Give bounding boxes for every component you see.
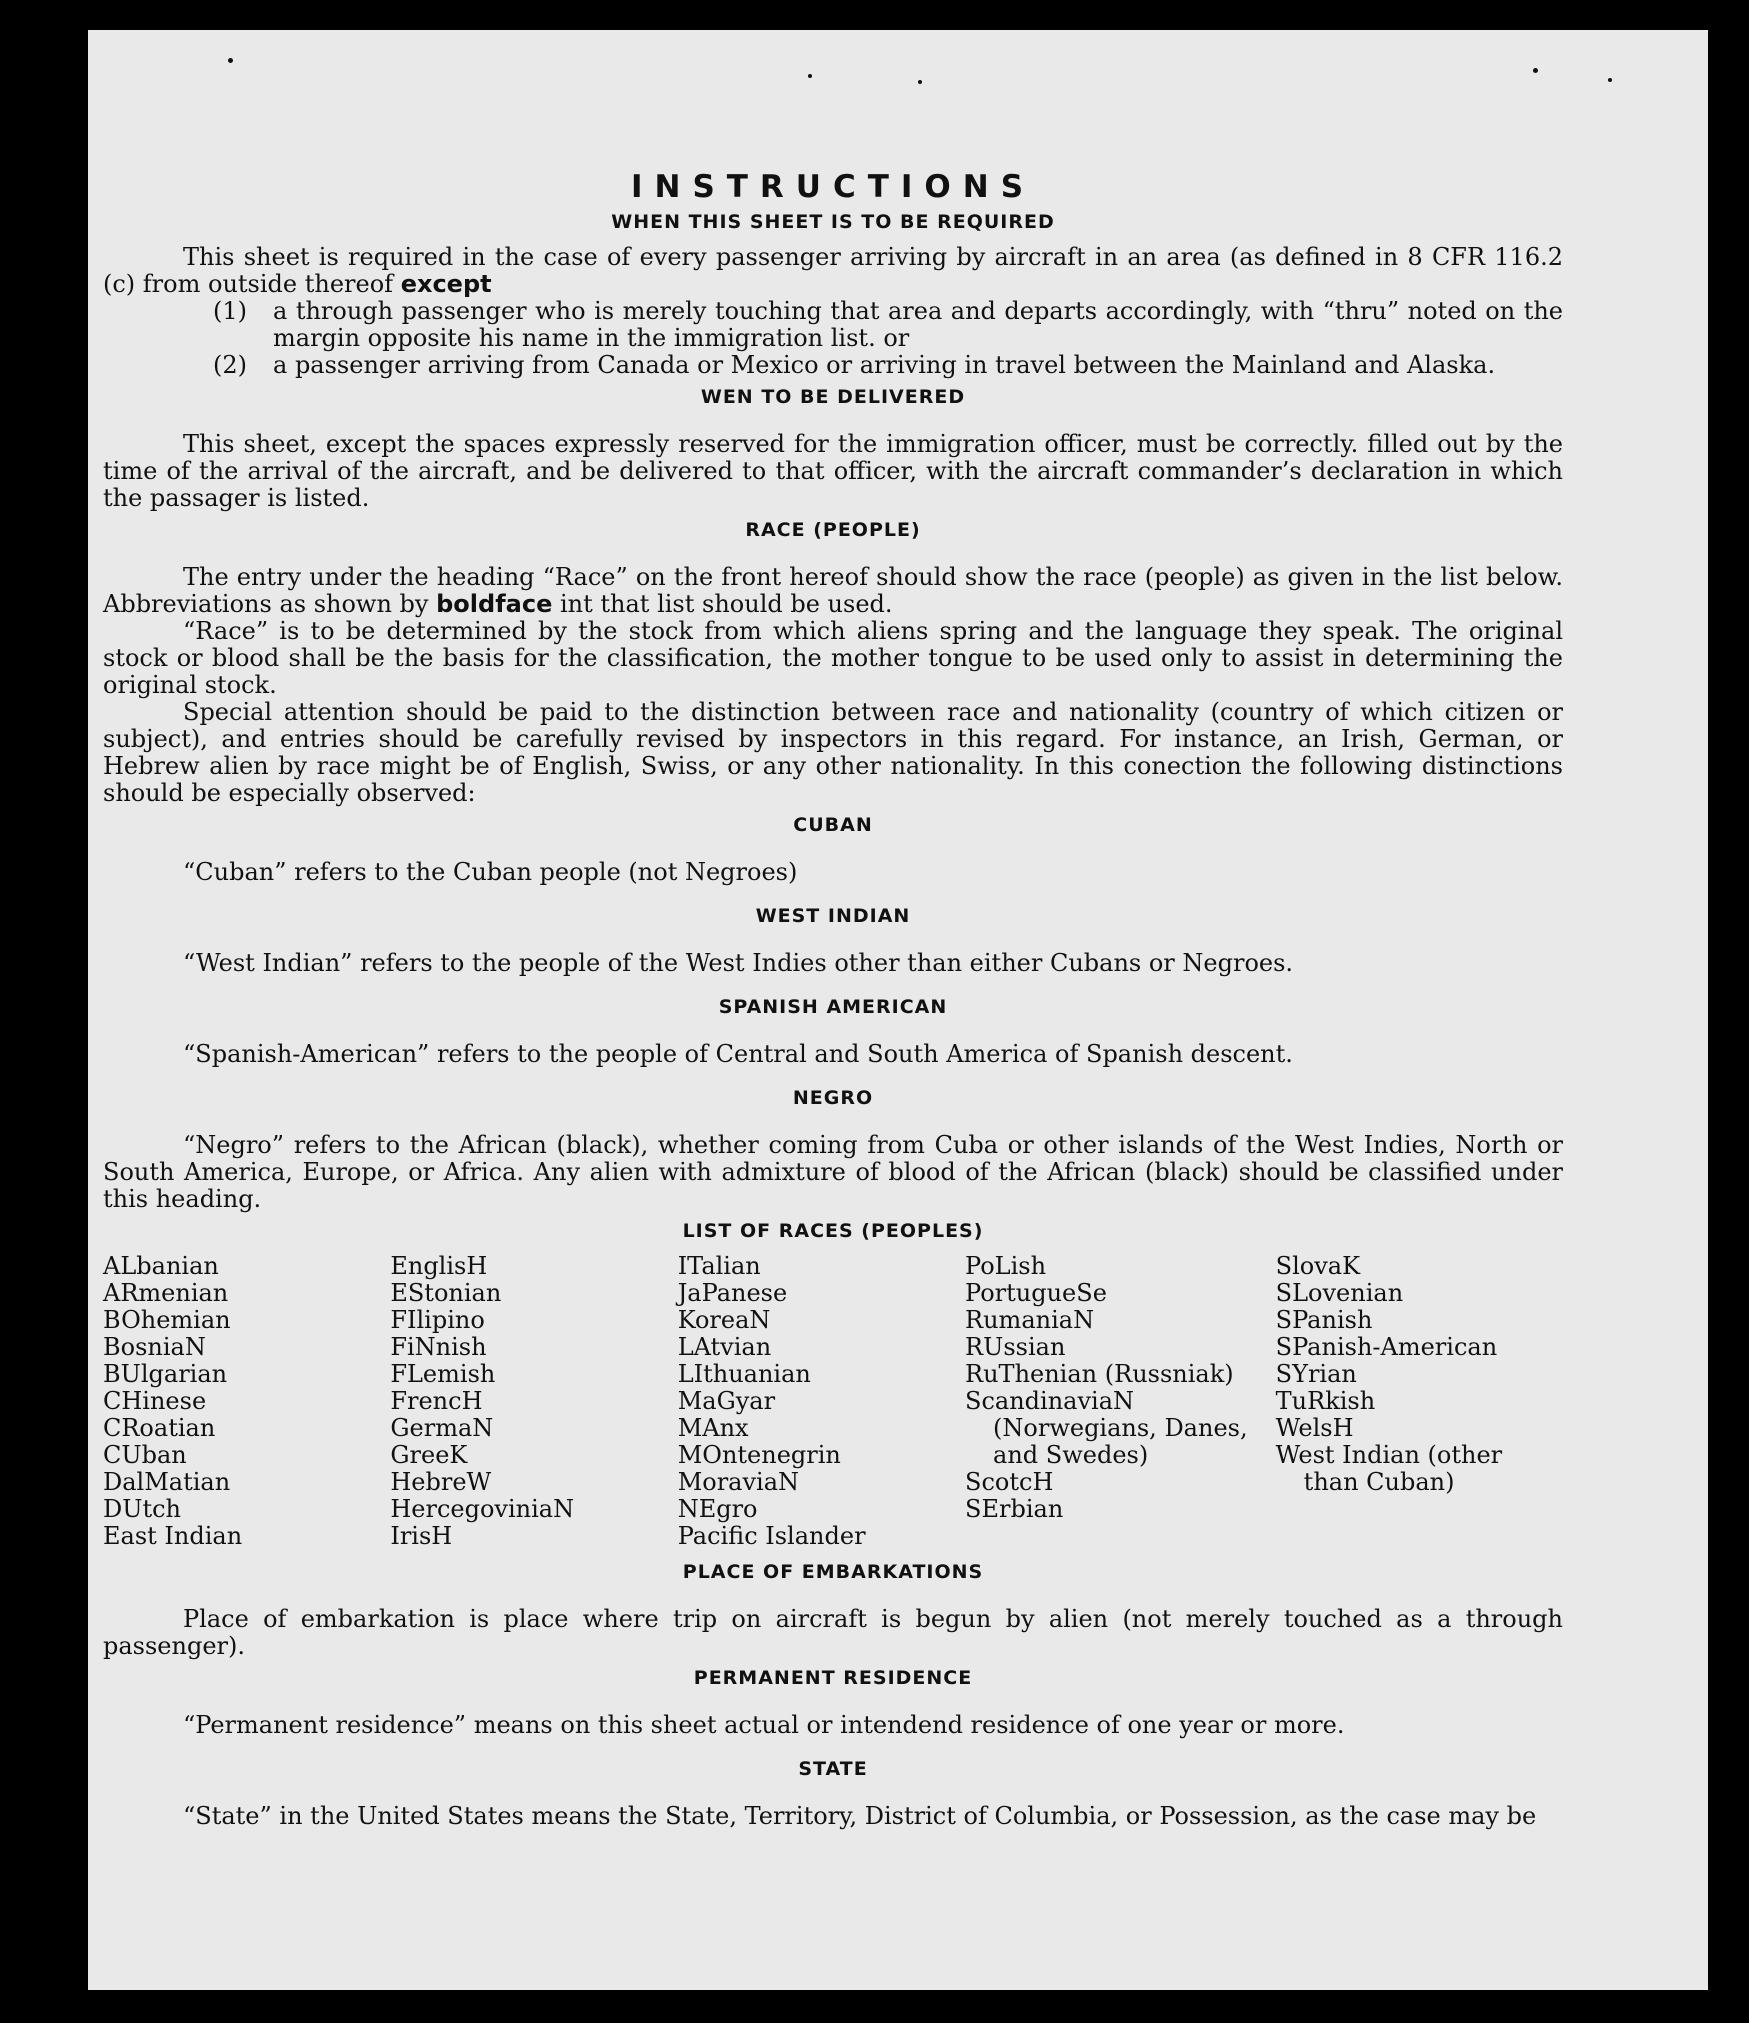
race-item: DUtch (103, 1495, 182, 1523)
ink-speck (228, 58, 233, 63)
heading-west-indian: WEST INDIAN (755, 905, 911, 927)
paragraph-when-delivered: This sheet, except the spaces expressly reserved for the immigration officer, must be correctly. filled out by the time of the arrival of the aircraft, and be delivered to that officer, with the aircraft commander’s declaration in which the passager is listed. (103, 430, 1563, 512)
list-item-text: a through passenger who is merely touching that area and departs accordingly, with “thru” noted on the margin opposite his name in the immigration list. or (273, 297, 1563, 352)
paragraph-race-2: “Race” is to be determined by the stock from which aliens spring and the language they speak. The original stock or blood shall be the basis for the classification, the mother tongue to be used only to assist in determining the original stock. (103, 617, 1563, 699)
race-item: MAnx (677, 1414, 749, 1442)
races-column (965, 1253, 1276, 1550)
heading-cuban: CUBAN (793, 814, 873, 836)
races-column (390, 1253, 677, 1550)
paragraph-west-indian: “West Indian” refers to the people of the West Indies other than either Cubans or Negroes. (183, 949, 1294, 977)
race-item: East Indian (103, 1522, 243, 1550)
heading-list-of-races: LIST OF RACES (PEOPLES) (682, 1220, 984, 1242)
ink-speck (918, 80, 922, 84)
race-item: RUssian (965, 1333, 1066, 1361)
heading-when-required: WHEN THIS SHEET IS TO BE REQUIRED (611, 211, 1055, 233)
instructions-content (103, 170, 1563, 1830)
document-sheet (88, 30, 1708, 1990)
race-item: FLemish (390, 1360, 496, 1388)
race-item: GermaN (390, 1414, 494, 1442)
ink-speck (1608, 78, 1612, 82)
race-item: SLovenian (1275, 1279, 1404, 1307)
race-item: ScotcH (965, 1468, 1054, 1496)
race-item: RumaniaN (965, 1306, 1095, 1334)
ink-speck (808, 74, 812, 78)
race-item: GreeK (390, 1441, 468, 1469)
except-emphasis: except (400, 270, 492, 298)
races-list (103, 1253, 1563, 1550)
list-item (213, 298, 1563, 352)
race-item: DalMatian (103, 1468, 231, 1496)
races-column (678, 1253, 965, 1550)
race-item: SYrian (1275, 1360, 1357, 1388)
paragraph-state: “State” in the United States means the State, Territory, District of Columbia, or Possession, as the case may be (183, 1802, 1537, 1830)
race-item: CRoatian (103, 1414, 216, 1442)
race-item: WelsH (1275, 1414, 1354, 1442)
race-item: PortugueSe (965, 1279, 1107, 1307)
race-text-before: The entry under the heading “Race” on the front hereof should show the race (people) as given in the list below. Abbreviations as shown by (103, 563, 1563, 618)
when-required-intro: This sheet is required in the case of every passenger arriving by aircraft in an area (as defined in 8 CFR 116.2 (c) from outside thereof (103, 243, 1563, 298)
paragraph-when-required (103, 244, 1563, 298)
paragraph-embarkation: Place of embarkation is place where trip on aircraft is begun by alien (not merely touched as a through passenger). (103, 1605, 1563, 1660)
races-column (1276, 1253, 1563, 1550)
heading-when-delivered: WEN TO BE DELIVERED (700, 386, 966, 408)
race-item: JaPanese (677, 1279, 788, 1307)
race-item: PoLish (965, 1252, 1047, 1280)
race-item: MaGyar (677, 1387, 776, 1415)
race-item: FIlipino (390, 1306, 485, 1334)
race-item: LIthuanian (677, 1360, 811, 1388)
race-item: EnglisH (390, 1252, 488, 1280)
paragraph-cuban: “Cuban” refers to the Cuban people (not Negroes) (183, 858, 798, 886)
race-item: MoraviaN (677, 1468, 800, 1496)
race-item: West Indian (other than Cuban) (1275, 1441, 1503, 1496)
list-item (213, 352, 1563, 379)
race-item: BosniaN (103, 1333, 206, 1361)
ink-speck (1533, 68, 1538, 73)
races-column (103, 1253, 390, 1550)
paragraph-spanish-american: “Spanish-American” refers to the people of Central and South America of Spanish descent. (183, 1040, 1293, 1068)
heading-race: RACE (PEOPLE) (745, 519, 921, 541)
race-item: BUlgarian (103, 1360, 228, 1388)
heading-embarkation: PLACE OF EMBARKATIONS (682, 1561, 984, 1583)
boldface-emphasis: boldface (436, 590, 553, 618)
race-item: MOntenegrin (677, 1441, 841, 1469)
race-item: HebreW (390, 1468, 492, 1496)
race-item: SPanish (1275, 1306, 1373, 1334)
heading-spanish-american: SPANISH AMERICAN (718, 996, 948, 1018)
page-title: INSTRUCTIONS (630, 169, 1036, 205)
race-text-after: int that list should be used. (559, 590, 893, 618)
race-item: RuThenian (Russniak) (965, 1360, 1234, 1388)
race-item: CHinese (103, 1387, 207, 1415)
race-item: TuRkish (1275, 1387, 1376, 1415)
paragraph-race-3: Special attention should be paid to the distinction between race and nationality (country of which citizen or subject), and entries should be carefully revised by inspectors in this regard. For instance, an Irish, German, or Hebrew alien by race might be of English, Swiss, or any other nationality. In this conection the following distinctions should be especially observed: (103, 698, 1563, 807)
race-item: Pacific Islander (677, 1522, 866, 1550)
race-item: EStonian (390, 1279, 502, 1307)
race-item: KoreaN (677, 1306, 771, 1334)
paragraph-permanent-residence: “Permanent residence” means on this sheet actual or intendend residence of one year or more. (183, 1711, 1345, 1739)
race-item: FrencH (390, 1387, 483, 1415)
paragraph-negro: “Negro” refers to the African (black), whether coming from Cuba or other islands of the West Indies, North or South America, Europe, or Africa. Any alien with admixture of blood of the African (black) should be classified under this heading. (103, 1131, 1563, 1213)
heading-permanent-residence: PERMANENT RESIDENCE (693, 1667, 973, 1689)
race-item: CUban (103, 1441, 187, 1469)
list-item-number: (1) (213, 297, 247, 325)
race-item: BOhemian (103, 1306, 231, 1334)
race-item: SlovaK (1275, 1252, 1361, 1280)
list-item-number: (2) (213, 351, 247, 379)
race-item: NEgro (677, 1495, 758, 1523)
race-item: ARmenian (103, 1279, 229, 1307)
race-item: IrisH (390, 1522, 453, 1550)
paragraph-race-1 (103, 564, 1563, 618)
race-item: HercegoviniaN (390, 1495, 575, 1523)
race-item: LAtvian (677, 1333, 772, 1361)
race-item: ALbanian (103, 1252, 219, 1280)
race-item: ScandinaviaN (Norwegians, Danes, and Swedes) (965, 1387, 1248, 1469)
heading-state: STATE (798, 1758, 868, 1780)
heading-negro: NEGRO (792, 1087, 874, 1109)
race-item: SErbian (965, 1495, 1064, 1523)
race-item: ITalian (677, 1252, 761, 1280)
list-item-text: a passenger arriving from Canada or Mexico or arriving in travel between the Mainland and Alaska. (273, 351, 1496, 379)
race-item: SPanish-American (1275, 1333, 1498, 1361)
race-item: FiNnish (390, 1333, 487, 1361)
